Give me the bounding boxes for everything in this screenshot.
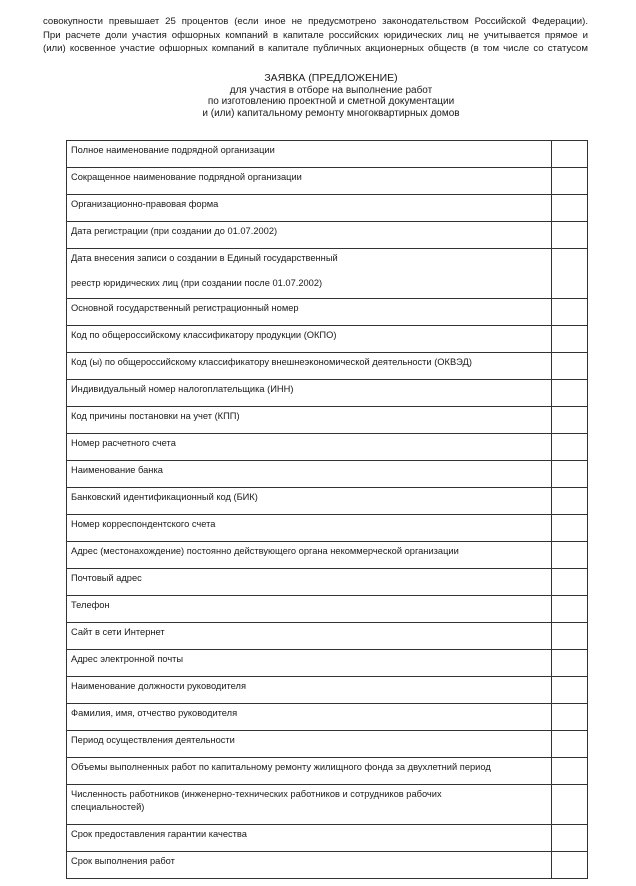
- field-label-line: Банковский идентификационный код (БИК): [71, 492, 258, 502]
- table-row: [67, 596, 588, 623]
- field-value-cell[interactable]: [552, 650, 588, 677]
- table-row: [67, 677, 588, 704]
- table-row: [67, 168, 588, 195]
- field-label: [67, 222, 552, 249]
- field-label-line: Индивидуальный номер налогоплательщика (ИНН): [71, 384, 294, 394]
- field-label-line: Почтовый адрес: [71, 573, 142, 583]
- intro-paragraph: [43, 15, 588, 56]
- field-label: [67, 299, 552, 326]
- application-subtitle-line: по изготовлению проектной и сметной документации: [207, 96, 455, 107]
- field-value-cell[interactable]: [552, 569, 588, 596]
- field-label-line: реестр юридических лиц (при создании после 01.07.2002): [71, 278, 323, 288]
- application-subtitle-line: для участия в отборе на выполнение работ: [229, 84, 433, 96]
- field-label-line: Код по общероссийскому классификатору продукции (ОКПО): [71, 330, 337, 340]
- table-row: [67, 731, 588, 758]
- field-value-cell[interactable]: [552, 785, 588, 825]
- table-row: [67, 222, 588, 249]
- table-row: [67, 488, 588, 515]
- field-label-line: Телефон: [71, 600, 110, 610]
- table-row: [67, 380, 588, 407]
- table-row: [67, 785, 588, 825]
- field-value-cell[interactable]: [552, 434, 588, 461]
- field-label-line: Фамилия, имя, отчество руководителя: [71, 708, 238, 718]
- table-row: [67, 542, 588, 569]
- field-label-line: Наименование банка: [71, 465, 163, 475]
- field-label: [67, 758, 552, 785]
- field-label: [67, 168, 552, 195]
- intro-line: При расчете доли участия офшорных компаний в капитале российских юридических лиц не учитывается прямое и: [43, 29, 588, 41]
- field-label-line: Срок выполнения работ: [71, 856, 175, 866]
- field-label-line: Номер корреспондентского счета: [71, 519, 216, 529]
- field-value-cell[interactable]: [552, 488, 588, 515]
- field-label-line: Наименование должности руководителя: [71, 681, 247, 691]
- application-heading: [66, 73, 596, 119]
- field-label: [67, 326, 552, 353]
- field-label: [67, 731, 552, 758]
- field-value-cell[interactable]: [552, 731, 588, 758]
- field-value-cell[interactable]: [552, 195, 588, 222]
- field-label-line: Срок предоставления гарантии качества: [71, 829, 247, 839]
- field-label-line: Адрес электронной почты: [71, 654, 184, 664]
- field-label: [67, 650, 552, 677]
- table-row: [67, 704, 588, 731]
- field-label: [67, 569, 552, 596]
- field-value-cell[interactable]: [552, 515, 588, 542]
- application-subtitle-line: и (или) капитальному ремонту многоквартирных домов: [202, 107, 460, 119]
- field-value-cell[interactable]: [552, 353, 588, 380]
- field-label: [67, 596, 552, 623]
- field-label: [67, 461, 552, 488]
- table-row: [67, 852, 588, 879]
- field-label-line: Сайт в сети Интернет: [71, 627, 165, 637]
- field-label: [67, 623, 552, 650]
- field-label: [67, 249, 552, 299]
- table-row: [67, 353, 588, 380]
- field-value-cell[interactable]: [552, 326, 588, 353]
- field-value-cell[interactable]: [552, 249, 588, 299]
- field-value-cell[interactable]: [552, 677, 588, 704]
- field-label-line: Дата регистрации (при создании до 01.07.2002): [71, 226, 278, 236]
- field-label-line: Адрес (местонахождение) постоянно действующего органа некоммерческой организации: [71, 546, 459, 556]
- table-row: [67, 407, 588, 434]
- table-row: [67, 758, 588, 785]
- field-label-line: специальностей): [71, 802, 145, 812]
- field-label: [67, 677, 552, 704]
- field-label-line: Номер расчетного счета: [71, 438, 176, 448]
- field-label: [67, 704, 552, 731]
- application-form-table: [66, 140, 588, 879]
- field-value-cell[interactable]: [552, 222, 588, 249]
- table-row: [67, 195, 588, 222]
- field-label: [67, 542, 552, 569]
- field-value-cell[interactable]: [552, 461, 588, 488]
- field-label-line: Сокращенное наименование подрядной организации: [71, 172, 302, 182]
- field-label-line: Код причины постановки на учет (КПП): [71, 411, 240, 421]
- field-label: [67, 852, 552, 879]
- table-row: [67, 249, 588, 299]
- intro-line: совокупности превышает 25 процентов (если иное не предусмотрено законодательством Российской Федерации).: [43, 16, 588, 27]
- field-label-line: Объемы выполненных работ по капитальному ремонту жилищного фонда за двухлетний период: [71, 762, 491, 772]
- field-label: [67, 434, 552, 461]
- field-label: [67, 380, 552, 407]
- table-row: [67, 326, 588, 353]
- table-row: [67, 299, 588, 326]
- field-label: [67, 195, 552, 222]
- field-label: [67, 515, 552, 542]
- form-table-body: [67, 141, 588, 879]
- field-value-cell[interactable]: [552, 141, 588, 168]
- table-row: [67, 569, 588, 596]
- field-label: [67, 785, 552, 825]
- field-value-cell[interactable]: [552, 407, 588, 434]
- field-label-line: Основной государственный регистрационный номер: [71, 303, 299, 313]
- field-value-cell[interactable]: [552, 596, 588, 623]
- application-title: ЗАЯВКА (ПРЕДЛОЖЕНИЕ): [264, 72, 398, 84]
- table-row: [67, 461, 588, 488]
- table-row: [67, 623, 588, 650]
- field-value-cell[interactable]: [552, 825, 588, 852]
- field-label: [67, 407, 552, 434]
- table-row: [67, 515, 588, 542]
- intro-line: (или) косвенное участие офшорных компаний в капитале публичных акционерных обществ (в том числе со статусом: [43, 43, 588, 54]
- field-label: [67, 825, 552, 852]
- table-row: [67, 141, 588, 168]
- field-label: [67, 141, 552, 168]
- field-label-line: Полное наименование подрядной организации: [71, 145, 275, 155]
- field-label: [67, 488, 552, 515]
- field-label-line: Организационно-правовая форма: [71, 199, 219, 209]
- field-value-cell[interactable]: [552, 758, 588, 785]
- field-value-cell[interactable]: [552, 542, 588, 569]
- field-value-cell[interactable]: [552, 380, 588, 407]
- field-label: [67, 353, 552, 380]
- field-label-line: Дата внесения записи о создании в Единый государственный: [71, 253, 338, 263]
- field-value-cell[interactable]: [552, 704, 588, 731]
- field-value-cell[interactable]: [552, 168, 588, 195]
- field-value-cell[interactable]: [552, 623, 588, 650]
- table-row: [67, 650, 588, 677]
- table-row: [67, 825, 588, 852]
- field-label-line: Код (ы) по общероссийскому классификатору внешнеэкономической деятельности (ОКВЭД): [71, 357, 472, 367]
- field-label-line: Численность работников (инженерно-технических работников и сотрудников рабочих: [71, 789, 442, 799]
- field-label-line: Период осуществления деятельности: [71, 735, 235, 745]
- field-value-cell[interactable]: [552, 852, 588, 879]
- field-value-cell[interactable]: [552, 299, 588, 326]
- table-row: [67, 434, 588, 461]
